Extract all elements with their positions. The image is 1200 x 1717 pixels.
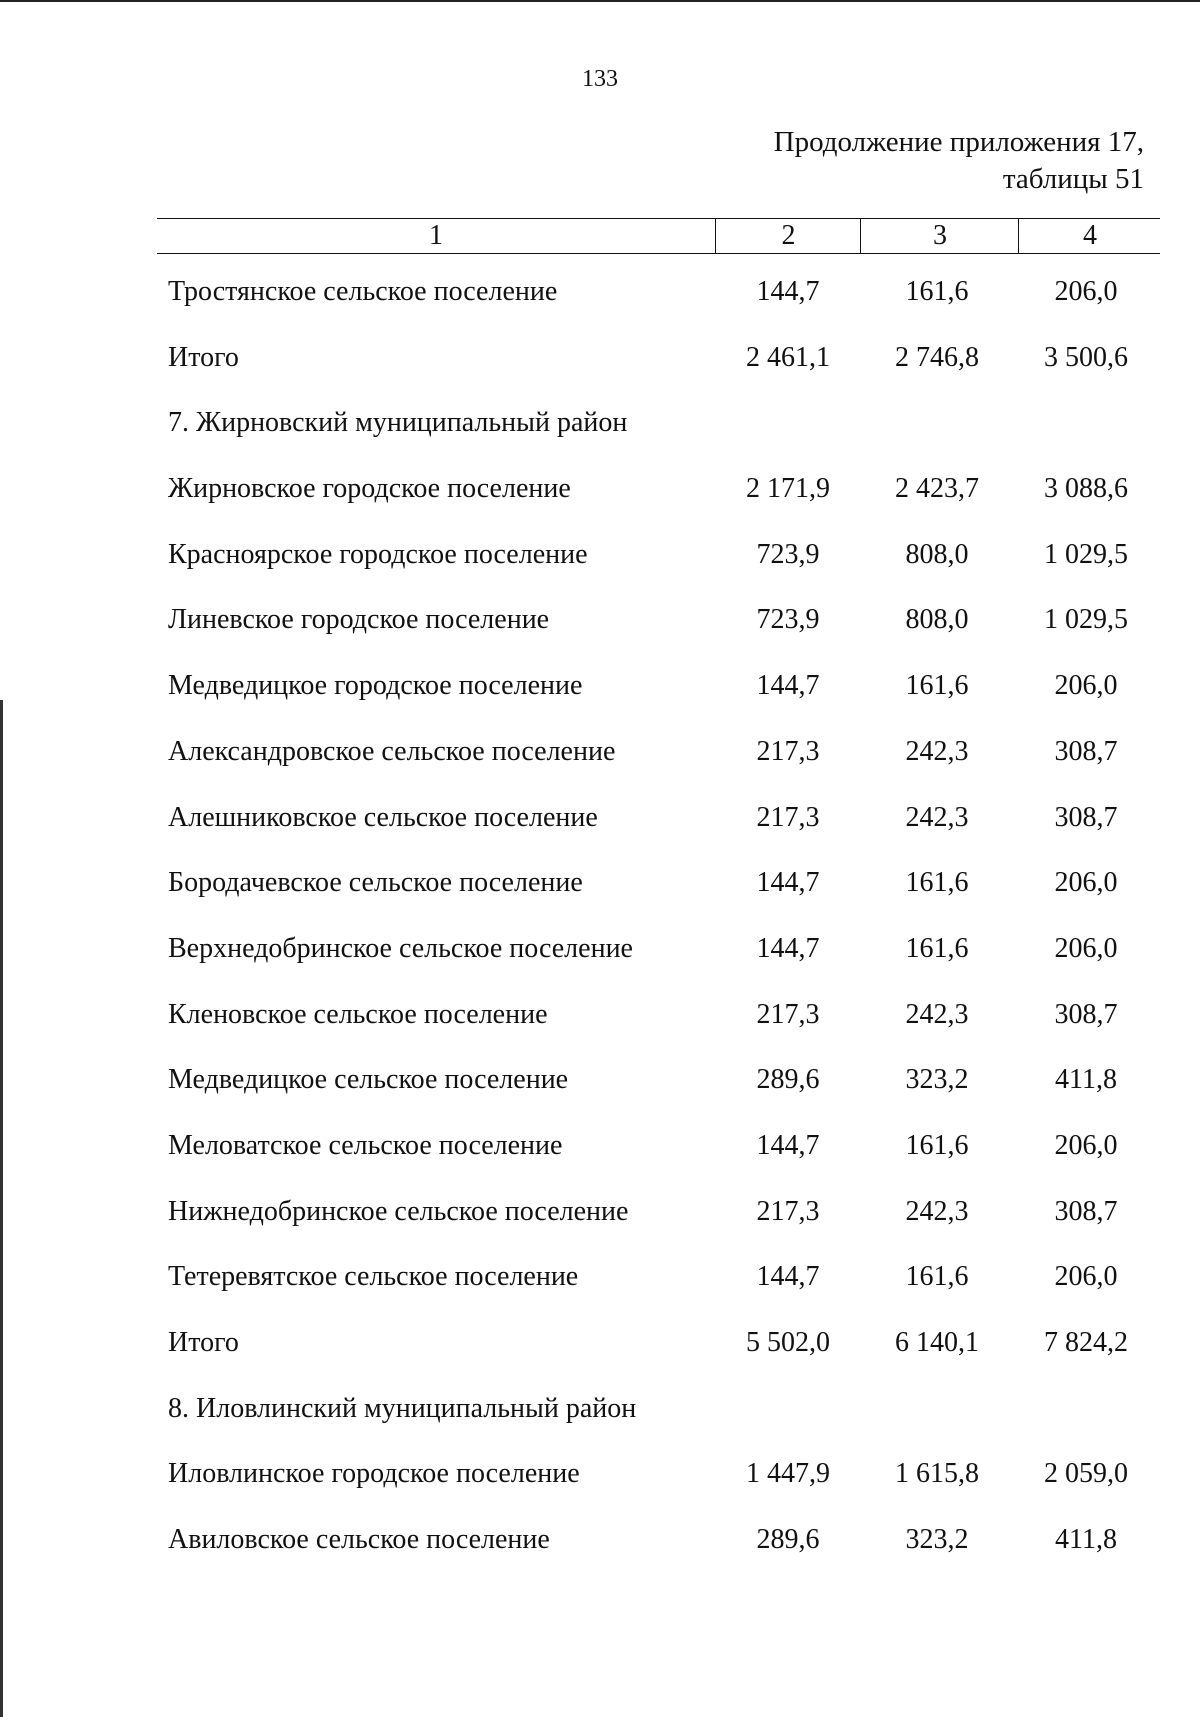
- row-name-cell: Красноярское городское поселение: [168, 538, 588, 570]
- row-value-col4: 308,7: [1054, 998, 1118, 1030]
- row-value-col2: 2 461,1: [746, 341, 830, 373]
- row-value-col3: 242,3: [905, 735, 969, 767]
- row-value-col2: 144,7: [756, 670, 820, 702]
- column-header-3: 3: [860, 219, 1019, 253]
- row-value-col3: 2 423,7: [895, 473, 979, 505]
- row-value-col2: 217,3: [756, 801, 820, 833]
- table-row: [0, 395, 1200, 461]
- row-value-col4: 308,7: [1054, 801, 1118, 833]
- row-name-cell: Бородачевское сельское поселение: [168, 867, 583, 899]
- row-value-col4: 1 029,5: [1044, 538, 1128, 570]
- row-value-col4: 7 824,2: [1044, 1327, 1128, 1358]
- row-value-col2: 723,9: [756, 538, 820, 570]
- row-value-col3: 161,6: [905, 932, 969, 964]
- row-value-col4: 206,0: [1054, 932, 1118, 964]
- row-value-col3: 161,6: [905, 1261, 969, 1293]
- table-body: [0, 264, 1200, 1578]
- row-name-cell: Меловатское сельское поселение: [168, 1129, 563, 1161]
- row-name-cell: Авиловское сельское поселение: [168, 1524, 550, 1556]
- row-value-col3: 6 140,1: [895, 1327, 979, 1358]
- row-value-col2: 723,9: [756, 604, 820, 636]
- row-value-col4: 411,8: [1055, 1064, 1117, 1096]
- row-value-col3: 323,2: [905, 1064, 969, 1096]
- row-name-cell: Тростянское сельское поселение: [168, 276, 558, 307]
- row-value-col3: 808,0: [905, 604, 969, 636]
- appendix-heading-line2: таблицы 51: [1002, 163, 1144, 195]
- row-name-cell: Алешниковское сельское поселение: [168, 801, 598, 833]
- row-value-col3: 808,0: [905, 538, 969, 570]
- row-value-col2: 217,3: [756, 735, 820, 767]
- row-value-col2: 289,6: [756, 1064, 820, 1096]
- row-name-cell: Кленовское сельское поселение: [168, 998, 548, 1030]
- table-row: [0, 1381, 1200, 1447]
- row-value-col2: 217,3: [756, 998, 820, 1030]
- row-value-col4: 2 059,0: [1044, 1458, 1128, 1490]
- table-row: [0, 592, 1200, 658]
- row-value-col2: 144,7: [756, 1261, 820, 1293]
- appendix-heading-line1: Продолжение приложения 17,: [773, 126, 1144, 158]
- row-name-cell: Итого: [168, 341, 239, 373]
- row-value-col2: 1 447,9: [746, 1458, 830, 1490]
- row-name-cell: Иловлинское городское поселение: [168, 1458, 580, 1490]
- table-row: [0, 855, 1200, 921]
- column-header-4: 4: [1018, 219, 1161, 253]
- scan-border-top: [0, 0, 1200, 2]
- page-number: 133: [582, 66, 618, 92]
- table-row: [0, 1118, 1200, 1184]
- row-value-col4: 206,0: [1054, 276, 1118, 307]
- table-row: [0, 987, 1200, 1053]
- row-name-cell: Линевское городское поселение: [168, 604, 550, 636]
- table-row: [0, 527, 1200, 593]
- row-value-col4: 1 029,5: [1044, 604, 1128, 636]
- row-value-col2: 5 502,0: [746, 1327, 830, 1358]
- row-name-cell: 8. Иловлинский муниципальный район: [168, 1392, 637, 1424]
- row-name-cell: Жирновское городское поселение: [168, 473, 571, 505]
- row-name-cell: Тетеревятское сельское поселение: [168, 1261, 579, 1293]
- table-row: [0, 1446, 1200, 1512]
- table-row: [0, 1184, 1200, 1250]
- table-row: [0, 724, 1200, 790]
- row-value-col4: 3 088,6: [1044, 473, 1128, 505]
- table-row: [0, 461, 1200, 527]
- row-value-col4: 206,0: [1054, 1261, 1118, 1293]
- row-name-cell: Медведицкое городское поселение: [168, 670, 583, 702]
- table-header: [157, 218, 1160, 254]
- row-value-col3: 323,2: [905, 1524, 969, 1556]
- row-name-cell: Итого: [168, 1327, 239, 1358]
- table-row: [0, 1052, 1200, 1118]
- row-value-col3: 2 746,8: [895, 341, 979, 373]
- row-name-cell: Александровское сельское поселение: [168, 735, 616, 767]
- row-value-col2: 2 171,9: [746, 473, 830, 505]
- table-row: [0, 921, 1200, 987]
- table-row: [0, 264, 1200, 330]
- row-value-col3: 242,3: [905, 801, 969, 833]
- row-value-col3: 161,6: [905, 867, 969, 899]
- row-name-cell: 7. Жирновский муниципальный район: [168, 407, 628, 439]
- row-value-col4: 308,7: [1054, 735, 1118, 767]
- row-value-col3: 1 615,8: [895, 1458, 979, 1490]
- row-value-col3: 242,3: [905, 998, 969, 1030]
- table-row: [0, 330, 1200, 396]
- table-row: [0, 1249, 1200, 1315]
- row-value-col4: 308,7: [1054, 1195, 1118, 1227]
- table-row: [0, 658, 1200, 724]
- table-row: [0, 790, 1200, 856]
- row-value-col3: 161,6: [905, 670, 969, 702]
- row-value-col4: 3 500,6: [1044, 341, 1128, 373]
- row-name-cell: Медведицкое сельское поселение: [168, 1064, 569, 1096]
- row-value-col2: 144,7: [756, 276, 820, 307]
- row-value-col2: 144,7: [756, 1129, 820, 1161]
- table-row: [0, 1512, 1200, 1578]
- row-value-col2: 217,3: [756, 1195, 820, 1227]
- row-value-col3: 242,3: [905, 1195, 969, 1227]
- row-value-col2: 144,7: [756, 867, 820, 899]
- row-value-col2: 289,6: [756, 1524, 820, 1556]
- table-row: [0, 1315, 1200, 1381]
- column-header-2: 2: [715, 219, 861, 253]
- row-value-col4: 206,0: [1054, 670, 1118, 702]
- row-value-col2: 144,7: [756, 932, 820, 964]
- row-name-cell: Нижнедобринское сельское поселение: [168, 1195, 629, 1227]
- row-value-col4: 206,0: [1054, 1129, 1118, 1161]
- row-value-col3: 161,6: [905, 1129, 969, 1161]
- column-header-1: 1: [429, 220, 443, 251]
- row-value-col4: 411,8: [1055, 1524, 1117, 1556]
- row-value-col4: 206,0: [1054, 867, 1118, 899]
- row-value-col3: 161,6: [905, 276, 969, 307]
- row-name-cell: Верхнедобринское сельское поселение: [168, 932, 633, 964]
- appendix-heading: [774, 124, 1144, 198]
